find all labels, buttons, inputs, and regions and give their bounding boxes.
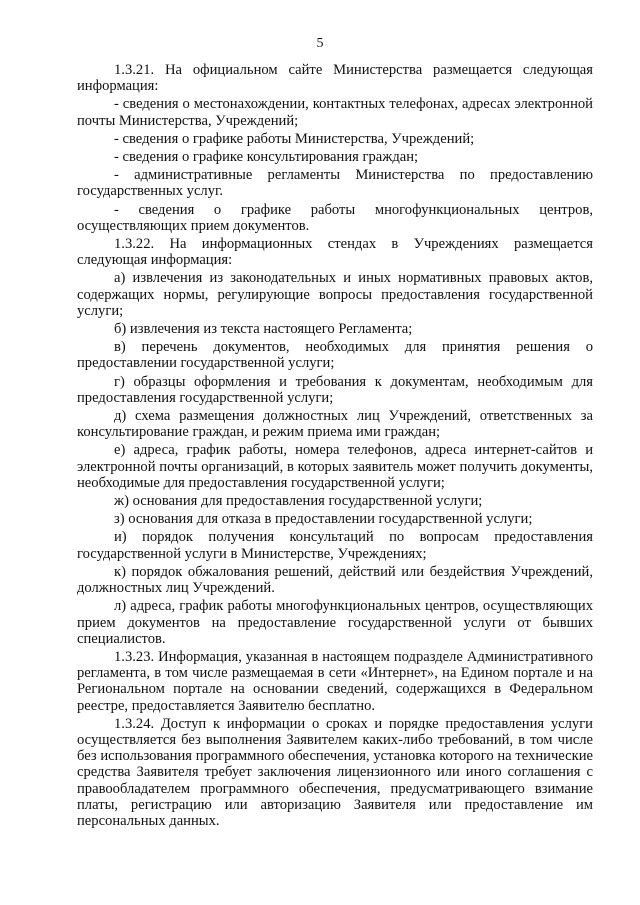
paragraph-1-3-21: 1.3.21. На официальном сайте Министерства размещается следующая информация:	[77, 62, 593, 95]
list-item-work-schedule: - сведения о графике работы Министерства, Учреждений;	[114, 130, 475, 147]
list-item-b: б) извлечения из текста настоящего Регламента;	[114, 321, 413, 338]
list-item-e: е) адреса, график работы, номера телефонов, адреса интернет-сайтов и электронной почты организаций, в которых заявитель может получить документы, необходимые для предоставления государственной услуги;	[77, 442, 593, 491]
list-item-d: д) схема размещения должностных лиц Учреждений, ответственных за консультирование граждан, и режим приема ими граждан;	[77, 408, 593, 441]
page-number: 5	[316, 36, 324, 51]
list-item-consultation-schedule: - сведения о графике консультирования граждан;	[114, 149, 419, 166]
list-item-g: г) образцы оформления и требования к документам, необходимым для предоставления государственной услуги;	[77, 373, 593, 406]
list-item-v: в) перечень документов, необходимых для принятия решения о предоставлении государственной услуги;	[77, 339, 593, 372]
list-item-z: з) основания для отказа в предоставлении государственной услуги;	[114, 511, 533, 528]
paragraph-1-3-24: 1.3.24. Доступ к информации о сроках и порядке предоставления услуги осуществляется без выполнения Заявителем каких-либо требований, в том числе без использования программного обеспечения, установка которого на технические средства Заявителя требует заключения лицензионного или иного соглашения с правообладателем программного обеспечения, предусматривающего взимание платы, регистрацию или авторизацию Заявителя или предоставление им персональных данных.	[77, 715, 593, 829]
document-body	[77, 62, 593, 831]
list-item-zh: ж) основания для предоставления государственной услуги;	[114, 493, 483, 510]
list-item-l: л) адреса, график работы многофункциональных центров, осуществляющих прием документов на предоставление государственной услуги от бывших специалистов.	[77, 598, 593, 647]
list-item-a: а) извлечения из законодательных и иных нормативных правовых актов, содержащих нормы, регулирующие вопросы предоставления государственной услуги;	[77, 270, 593, 319]
list-item-admin-regulations: - административные регламенты Министерства по предоставлению государственных услуг.	[77, 167, 593, 200]
paragraph-1-3-23: 1.3.23. Информация, указанная в настоящем подразделе Административного регламента, в том числе размещаемая в сети «Интернет», на Едином портале и на Региональном портале на основании сведений, содержащихся в Федеральном реестре, предоставляется Заявителю бесплатно.	[77, 648, 593, 714]
paragraph-1-3-22: 1.3.22. На информационных стендах в Учреждениях размещается следующая информация:	[77, 236, 593, 269]
list-item-location-contacts: - сведения о местонахождении, контактных телефонах, адресах электронной почты Министерства, Учреждений;	[77, 96, 593, 129]
list-item-k: к) порядок обжалования решений, действий или бездействия Учреждений, должностных лиц Учреждений.	[77, 563, 593, 597]
list-item-mfc-schedule: - сведения о графике работы многофункциональных центров, осуществляющих прием документов.	[77, 201, 593, 234]
list-item-i: и) порядок получения консультаций по вопросам предоставления государственной услуги в Министерстве, Учреждениях;	[77, 529, 593, 562]
